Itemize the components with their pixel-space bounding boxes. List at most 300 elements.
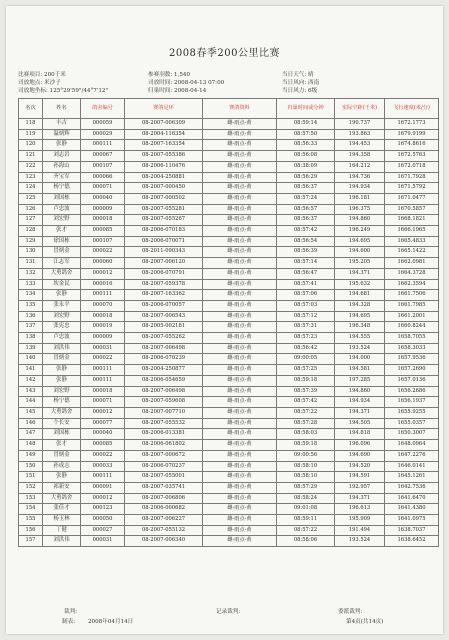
cell-return-time: 08:57:39	[277, 386, 335, 397]
cell-rank: 133	[19, 279, 43, 290]
table-row	[19, 429, 439, 440]
cell-rank: 148	[19, 440, 43, 451]
cell-loft-id: 000012	[81, 407, 125, 418]
table-row	[19, 472, 439, 483]
cell-info: 雌-雨点-黄	[203, 461, 277, 472]
cell-ring: 08-2004-250877	[125, 365, 203, 376]
cell-loft-id: 000085	[81, 226, 125, 237]
cell-return-time: 08:59:18	[277, 375, 335, 386]
header-info: 赛鸽资料	[203, 99, 277, 119]
cell-return-time: 08:57:12	[277, 311, 335, 322]
table-row	[19, 354, 439, 365]
cell-name: 张永平	[43, 300, 81, 311]
cell-loft-id: 000040	[81, 193, 125, 204]
cell-return-time: 08:57:22	[277, 407, 335, 418]
cell-ring: 08-2007-006340	[125, 536, 203, 547]
cell-rank: 136	[19, 311, 43, 322]
cell-name: 卢忠波	[43, 204, 81, 215]
cell-name: 丰吉	[43, 119, 81, 130]
cell-distance: 194.591	[335, 472, 385, 483]
cell-distance: 194.371	[335, 407, 385, 418]
cell-name: 张佳才	[43, 504, 81, 515]
cell-rank: 135	[19, 300, 43, 311]
cell-return-time: 08:56:47	[277, 268, 335, 279]
cell-loft-id: 000019	[81, 322, 125, 333]
table-row	[19, 461, 439, 472]
cell-name: 刘洪伟	[43, 536, 81, 547]
cell-loft-id: 000107	[81, 236, 125, 247]
cell-loft-id: 000071	[81, 183, 125, 194]
cell-name: 刘宏野	[43, 386, 81, 397]
cell-info: 雌-雨点-黄	[203, 215, 277, 226]
cell-distance: 196.375	[335, 204, 385, 215]
cell-info: 雌-雨点-黄	[203, 440, 277, 451]
cell-ring: 08-2007-006498	[125, 386, 203, 397]
cell-distance: 194.358	[335, 151, 385, 162]
cell-distance: 195.909	[335, 515, 385, 526]
table-row	[19, 525, 439, 536]
cell-return-time: 08:57:22	[277, 525, 335, 536]
cell-ring: 08-2007-055386	[125, 151, 203, 162]
cell-speed: 1670.5857	[385, 204, 439, 215]
cell-return-time: 08:56:29	[277, 172, 335, 183]
cell-name: 坎金民	[43, 279, 81, 290]
cell-ring: 08-2011-090343	[125, 247, 203, 258]
cell-info: 雌-雨点-黄	[203, 172, 277, 183]
cell-ring: 08-2007-006227	[125, 515, 203, 526]
cell-speed: 1671.0477	[385, 193, 439, 204]
cell-return-time: 08:56:54	[277, 236, 335, 247]
wind-force: 当日风力: 6级	[282, 88, 318, 94]
cell-ring: 08-2006-070183	[125, 226, 203, 237]
cell-name: 张才	[43, 440, 81, 451]
cell-rank: 129	[19, 236, 43, 247]
cell-name: 刘国栋	[43, 429, 81, 440]
cell-return-time: 08:57:50	[277, 129, 335, 140]
cell-distance: 190.737	[335, 119, 385, 130]
cell-loft-id: 000022	[81, 450, 125, 461]
cell-rank: 153	[19, 493, 43, 504]
cell-distance: 195.632	[335, 279, 385, 290]
cell-ring: 08-2007-059608	[125, 397, 203, 408]
cell-distance: 194.695	[335, 311, 385, 322]
cell-loft-id: 000018	[81, 386, 125, 397]
cell-rank: 157	[19, 536, 43, 547]
cell-ring: 08-2007-055267	[125, 215, 203, 226]
cell-speed: 1641.0975	[385, 515, 439, 526]
cell-rank: 146	[19, 418, 43, 429]
cell-info: 雌-雨点-黄	[203, 183, 277, 194]
cell-ring: 08-2007-006120	[125, 258, 203, 269]
cell-ring: 08-2007-000502	[125, 193, 203, 204]
cell-loft-id: 000070	[81, 300, 125, 311]
cell-loft-id: 000077	[81, 418, 125, 429]
cell-name: 祁新安	[43, 482, 81, 493]
cell-loft-id: 000085	[81, 440, 125, 451]
cell-speed: 1656.2686	[385, 386, 439, 397]
cell-rank: 125	[19, 193, 43, 204]
cell-rank: 118	[19, 119, 43, 130]
cell-loft-id: 000029	[81, 129, 125, 140]
cell-loft-id: 000071	[81, 397, 125, 408]
cell-return-time: 08:59:14	[277, 119, 335, 130]
cell-speed: 1674.8616	[385, 140, 439, 151]
cell-ring: 08-2007-055001	[125, 472, 203, 483]
cell-rank: 150	[19, 461, 43, 472]
cell-speed: 1657.2690	[385, 365, 439, 376]
maker-label: 制表:	[62, 619, 76, 625]
cell-return-time: 08:58:10	[277, 472, 335, 483]
cell-return-time: 09:00:05	[277, 354, 335, 365]
cell-return-time: 08:56:57	[277, 204, 335, 215]
cell-distance: 194.736	[335, 172, 385, 183]
header-distance: 实际空距(千米)	[335, 99, 385, 119]
cell-loft-id: 000067	[81, 151, 125, 162]
cell-speed: 1661.2001	[385, 311, 439, 322]
table-row	[19, 418, 439, 429]
cell-distance: 194.453	[335, 140, 385, 151]
release-time: 司放时间: 2008-04-13 07:00	[148, 80, 225, 86]
header-name: 姓名	[43, 99, 81, 119]
table-header-row	[19, 99, 439, 119]
cell-distance: 194.681	[335, 290, 385, 301]
cell-speed: 1661.7506	[385, 290, 439, 301]
cell-info: 雌-雨点-黄	[203, 365, 277, 376]
cell-loft-id: 000111	[81, 472, 125, 483]
cell-info: 雌-雨点-黄	[203, 386, 277, 397]
cell-ring: 08-2006-013381	[125, 429, 203, 440]
table-row	[19, 375, 439, 386]
cell-ring: 08-2004-116354	[125, 129, 203, 140]
table-row	[19, 161, 439, 172]
cell-loft-id: 000111	[81, 290, 125, 301]
cell-ring: 08-2005-002181	[125, 322, 203, 333]
cell-info: 雌-雨点-黄	[203, 204, 277, 215]
cell-rank: 143	[19, 386, 43, 397]
cell-return-time: 08:57:06	[277, 290, 335, 301]
cell-rank: 120	[19, 140, 43, 151]
table-row	[19, 397, 439, 408]
cell-rank: 139	[19, 343, 43, 354]
cell-info: 雌-雨点-黄	[203, 504, 277, 515]
cell-name: 卢忠波	[43, 333, 81, 344]
cell-rank: 130	[19, 247, 43, 258]
table-row	[19, 247, 439, 258]
cell-distance: 193.524	[335, 343, 385, 354]
cell-return-time: 08:59:11	[277, 515, 335, 526]
entries-count: 参赛羽数: 1,540	[148, 72, 191, 78]
cell-rank: 145	[19, 407, 43, 418]
table-row	[19, 172, 439, 183]
cell-return-time: 08:38:09	[277, 161, 335, 172]
cell-return-time: 08:58:06	[277, 536, 335, 547]
cell-name: 齐宝军	[43, 172, 81, 183]
race-item: 比赛项目: 200千米	[18, 72, 66, 78]
cell-ring: 08-2006-054659	[125, 375, 203, 386]
cell-name: 大勇鸽舍	[43, 493, 81, 504]
cell-info: 雌-雨点-黄	[203, 119, 277, 130]
cell-speed: 1662.0981	[385, 258, 439, 269]
cell-name: 江志军	[43, 258, 81, 269]
cell-info: 雌-雨点-黄	[203, 258, 277, 269]
table-row	[19, 504, 439, 515]
cell-distance: 194.818	[335, 429, 385, 440]
cell-rank: 119	[19, 129, 43, 140]
table-row	[19, 322, 439, 333]
cell-return-time: 08:57:24	[277, 193, 335, 204]
cell-speed: 1671.5792	[385, 183, 439, 194]
cell-distance: 197.285	[335, 375, 385, 386]
cell-name: 张才	[43, 226, 81, 237]
table-row	[19, 343, 439, 354]
cell-return-time: 08:56:42	[277, 343, 335, 354]
results-table	[18, 98, 439, 547]
cell-rank: 134	[19, 290, 43, 301]
table-row	[19, 440, 439, 451]
cell-loft-id: 000123	[81, 504, 125, 515]
cell-rank: 141	[19, 365, 43, 376]
header-rank: 名次	[19, 99, 43, 119]
cell-ring: 08-2007-055262	[125, 333, 203, 344]
cell-return-time: 08:56:39	[277, 247, 335, 258]
cell-ring: 08-2007-006543	[125, 311, 203, 322]
cell-distance: 194.690	[335, 450, 385, 461]
judge-label: 裁判:	[64, 609, 78, 615]
table-row	[19, 365, 439, 376]
cell-info: 雌-雨点-黄	[203, 268, 277, 279]
cell-ring: 08-2007-006309	[125, 119, 203, 130]
cell-distance: 164.212	[335, 161, 385, 172]
cell-distance: 194.860	[335, 386, 385, 397]
cell-name: 杨宁德	[43, 183, 81, 194]
cell-ring: 08-2007-055532	[125, 418, 203, 429]
cell-loft-id: 000066	[81, 172, 125, 183]
header-ring: 赛鸽足环	[125, 99, 203, 119]
cell-info: 雌-雨点-黄	[203, 279, 277, 290]
cell-name: 温炳辉	[43, 129, 81, 140]
cell-name: 徐国栋	[43, 236, 81, 247]
cell-name: 个长安	[43, 418, 81, 429]
cell-ring: 08-2006-000682	[125, 504, 203, 515]
cell-ring: 08-2007-007710	[125, 407, 203, 418]
release-place: 司放地点: 米沙子	[18, 80, 61, 86]
cell-return-time: 09:00:56	[277, 450, 335, 461]
cell-info: 雌-雨点-黄	[203, 450, 277, 461]
recorder-label: 记录裁判:	[216, 609, 241, 615]
cell-speed: 1638.7037	[385, 525, 439, 536]
cell-name: 张静	[43, 365, 81, 376]
table-row	[19, 279, 439, 290]
cell-rank: 156	[19, 525, 43, 536]
table-row	[19, 482, 439, 493]
cell-info: 雌-雨点-黄	[203, 397, 277, 408]
cell-loft-id: 000031	[81, 343, 125, 354]
table-row	[19, 151, 439, 162]
cell-speed: 1665.4833	[385, 236, 439, 247]
cell-info: 雌-雨点-黄	[203, 407, 277, 418]
table-row	[19, 386, 439, 397]
cell-distance: 196.348	[335, 322, 385, 333]
cell-info: 雌-雨点-黄	[203, 300, 277, 311]
table-row	[19, 450, 439, 461]
cell-speed: 1655.0357	[385, 418, 439, 429]
cell-info: 雌-雨点-黄	[203, 375, 277, 386]
cell-rank: 131	[19, 258, 43, 269]
cell-rank: 144	[19, 397, 43, 408]
table-row	[19, 536, 439, 547]
cell-name: 大勇鸽舍	[43, 407, 81, 418]
table-row	[19, 236, 439, 247]
cell-name: 刘宏野	[43, 311, 81, 322]
cell-info: 雌-雨点-黄	[203, 493, 277, 504]
cell-rank: 152	[19, 482, 43, 493]
cell-rank: 122	[19, 161, 43, 172]
cell-speed: 1679.9199	[385, 129, 439, 140]
cell-return-time: 08:56:08	[277, 151, 335, 162]
cell-name: 刘宏野	[43, 215, 81, 226]
cell-distance: 193.524	[335, 536, 385, 547]
cell-ring: 08-2006-110476	[125, 161, 203, 172]
cell-name: 杨宁德	[43, 397, 81, 408]
table-row	[19, 407, 439, 418]
cell-loft-id: 000091	[81, 482, 125, 493]
cell-ring: 08-2006-070071	[125, 236, 203, 247]
cell-rank: 138	[19, 333, 43, 344]
cell-return-time: 08:57:14	[277, 258, 335, 269]
table-row	[19, 226, 439, 237]
cell-info: 雌-雨点-黄	[203, 290, 277, 301]
cell-info: 雌-雨点-黄	[203, 525, 277, 536]
cell-ring: 08-2007-035741	[125, 482, 203, 493]
cell-rank: 126	[19, 204, 43, 215]
cell-speed: 1641.4380	[385, 504, 439, 515]
table-row	[19, 290, 439, 301]
cell-rank: 140	[19, 354, 43, 365]
cell-return-time: 08:57:03	[277, 300, 335, 311]
cell-ring: 08-2007-059378	[125, 279, 203, 290]
cell-distance: 193.863	[335, 129, 385, 140]
cell-speed: 1660.8244	[385, 322, 439, 333]
cell-speed: 1648.0964	[385, 440, 439, 451]
cell-info: 雌-雨点-黄	[203, 472, 277, 483]
table-row	[19, 515, 439, 526]
cell-distance: 194.520	[335, 461, 385, 472]
header-return-time: 归巢时间或分钟	[277, 99, 335, 119]
page-number: 第4页(共14页)	[346, 619, 384, 625]
cell-name: 张静	[43, 140, 81, 151]
cell-name: 刘洪伟	[43, 343, 81, 354]
cell-rank: 124	[19, 183, 43, 194]
cell-rank: 154	[19, 504, 43, 515]
cell-speed: 1641.6470	[385, 493, 439, 504]
cell-distance: 191.494	[335, 525, 385, 536]
cell-loft-id: 000111	[81, 375, 125, 386]
cell-return-time: 08:57:41	[277, 279, 335, 290]
cell-name: 刘国栋	[43, 193, 81, 204]
cell-distance: 194.695	[335, 236, 385, 247]
cell-speed: 1657.0136	[385, 375, 439, 386]
table-row	[19, 129, 439, 140]
cell-speed: 1664.3728	[385, 268, 439, 279]
cell-return-time: 08:56:37	[277, 215, 335, 226]
cell-ring: 08-2007-000672	[125, 450, 203, 461]
cell-ring: 08-2007-055281	[125, 204, 203, 215]
cell-info: 雌-雨点-黄	[203, 333, 277, 344]
cell-return-time: 08:57:42	[277, 226, 335, 237]
cell-loft-id: 000107	[81, 161, 125, 172]
cell-info: 雌-雨点-黄	[203, 226, 277, 237]
cell-info: 雌-雨点-黄	[203, 515, 277, 526]
cell-speed: 1658.3033	[385, 343, 439, 354]
cell-distance: 194.860	[335, 215, 385, 226]
table-row	[19, 333, 439, 344]
cell-distance: 194.328	[335, 300, 385, 311]
cell-info: 雌-雨点-黄	[203, 129, 277, 140]
cell-info: 雌-雨点-黄	[203, 311, 277, 322]
cell-rank: 155	[19, 515, 43, 526]
cell-ring: 08-2004-250881	[125, 172, 203, 183]
cell-rank: 142	[19, 375, 43, 386]
cell-speed: 1658.7055	[385, 333, 439, 344]
cell-ring: 08-2007-163362	[125, 290, 203, 301]
cell-name: 冒炳金	[43, 354, 81, 365]
table-row	[19, 300, 439, 311]
cell-ring: 08-2007-163354	[125, 140, 203, 151]
cell-loft-id: 000016	[81, 279, 125, 290]
cell-rank: 132	[19, 268, 43, 279]
cell-name: 张宪忠	[43, 322, 81, 333]
cell-loft-id: 000012	[81, 268, 125, 279]
cell-name: 张静	[43, 375, 81, 386]
cell-info: 雌-雨点-黄	[203, 536, 277, 547]
cell-ring: 08-2007-000450	[125, 183, 203, 194]
report-date: 2008年04月14日	[88, 619, 134, 625]
cell-info: 雌-雨点-黄	[203, 418, 277, 429]
cell-loft-id: 000040	[81, 429, 125, 440]
cell-speed: 1672.5763	[385, 151, 439, 162]
cell-distance: 196.096	[335, 440, 385, 451]
cell-return-time: 09:01:08	[277, 504, 335, 515]
cell-speed: 1672.1773	[385, 119, 439, 130]
cell-loft-id: 000050	[81, 515, 125, 526]
cell-name: 杨玉林	[43, 515, 81, 526]
cell-speed: 1672.0718	[385, 161, 439, 172]
cell-info: 雌-雨点-黄	[203, 482, 277, 493]
cell-name: 冒炳金	[43, 247, 81, 258]
cell-distance: 194.934	[335, 183, 385, 194]
cell-distance: 194.555	[335, 333, 385, 344]
cell-loft-id: 000027	[81, 525, 125, 536]
cell-distance: 196.249	[335, 226, 385, 237]
cell-loft-id: 000022	[81, 354, 125, 365]
cell-ring: 08-2007-006498	[125, 343, 203, 354]
cell-info: 雌-雨点-黄	[203, 354, 277, 365]
cell-return-time: 08:57:31	[277, 322, 335, 333]
cell-speed: 1655.9255	[385, 407, 439, 418]
cell-speed: 1666.1965	[385, 226, 439, 237]
return-time: 归巢时间: 2008-04-14	[148, 88, 207, 94]
cell-return-time: 08:57:28	[277, 418, 335, 429]
table-row	[19, 183, 439, 194]
cell-loft-id: 000018	[81, 215, 125, 226]
table-row	[19, 204, 439, 215]
cell-distance: 194.371	[335, 268, 385, 279]
release-coords: 司放地坐标: 125°29'59"/44°7'12"	[18, 88, 109, 94]
cell-distance: 196.613	[335, 504, 385, 515]
cell-info: 雌-雨点-黄	[203, 429, 277, 440]
cell-speed: 1638.6452	[385, 536, 439, 547]
cell-ring: 08-2006-070239	[125, 354, 203, 365]
